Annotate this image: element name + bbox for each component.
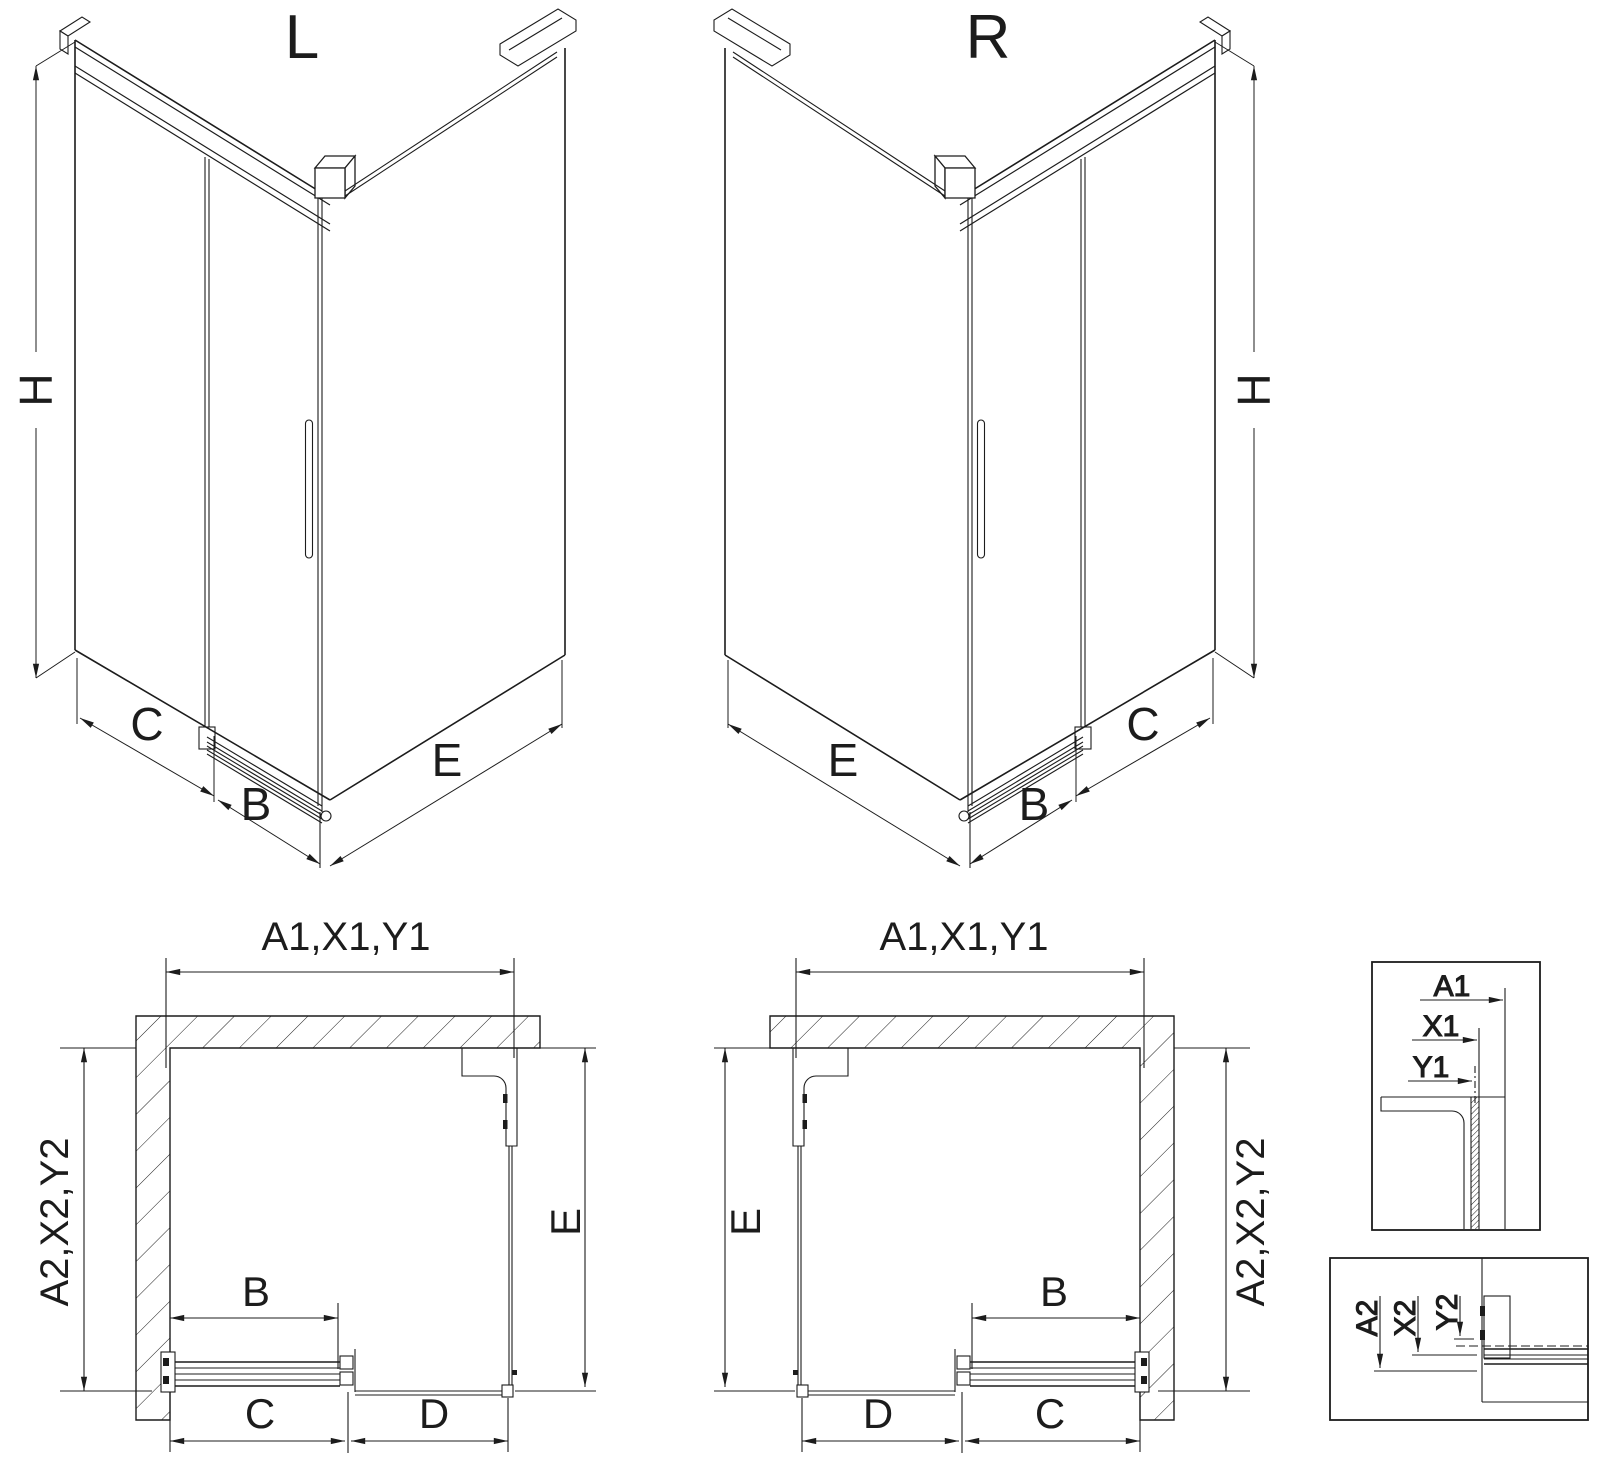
plan-left-dim-fixed-label: C (244, 1390, 276, 1437)
plan-right-dim-side-label: A2,X2,Y2 (1229, 1137, 1273, 1307)
plan-view-left (33, 915, 596, 1453)
iso-view-right (714, 3, 1280, 868)
detail-bottom-a-label: A2 (1351, 1299, 1384, 1337)
plan-view-right (714, 915, 1273, 1453)
plan-right-dim-gap-label: D (862, 1390, 894, 1437)
plan-right-dim-return-label: E (722, 1207, 769, 1237)
plan-right-dim-fixed-label: C (1034, 1390, 1066, 1437)
plan-left-dim-door-label: B (241, 1268, 271, 1315)
iso-right-dim-height-label: H (1228, 373, 1280, 407)
iso-view-left (10, 3, 576, 868)
detail-bottom-y-label: Y2 (1431, 1293, 1464, 1331)
plan-right-dim-top-label: A1,X1,Y1 (879, 915, 1049, 959)
detail-bottom-x-label: X2 (1389, 1299, 1422, 1337)
iso-left-dim-fixed-label: C (130, 698, 164, 750)
iso-right-title: R (965, 3, 1011, 72)
detail-top-x-label: X1 (1422, 1010, 1460, 1043)
plan-right-dim-door-label: B (1039, 1268, 1069, 1315)
detail-top-a-label: A1 (1433, 970, 1471, 1003)
plan-left-dim-gap-label: D (418, 1390, 450, 1437)
detail-view-top (1372, 962, 1540, 1230)
iso-left-title: L (284, 3, 320, 72)
iso-left-dim-return-label: E (431, 734, 463, 786)
iso-left-dim-height-label: H (10, 373, 62, 407)
plan-left-dim-return-label: E (542, 1207, 589, 1237)
iso-right-dim-door-label: B (1018, 778, 1050, 830)
iso-right-dim-fixed-label: C (1126, 698, 1160, 750)
iso-left-dim-door-label: B (240, 778, 272, 830)
glass-edge-hatch (1471, 1097, 1479, 1229)
iso-right-dim-return-label: E (827, 734, 859, 786)
plan-left-dim-top-label: A1,X1,Y1 (261, 915, 431, 959)
detail-view-bottom (1330, 1258, 1588, 1420)
detail-top-y-label: Y1 (1412, 1051, 1450, 1084)
plan-left-dim-side-label: A2,X2,Y2 (33, 1137, 77, 1307)
